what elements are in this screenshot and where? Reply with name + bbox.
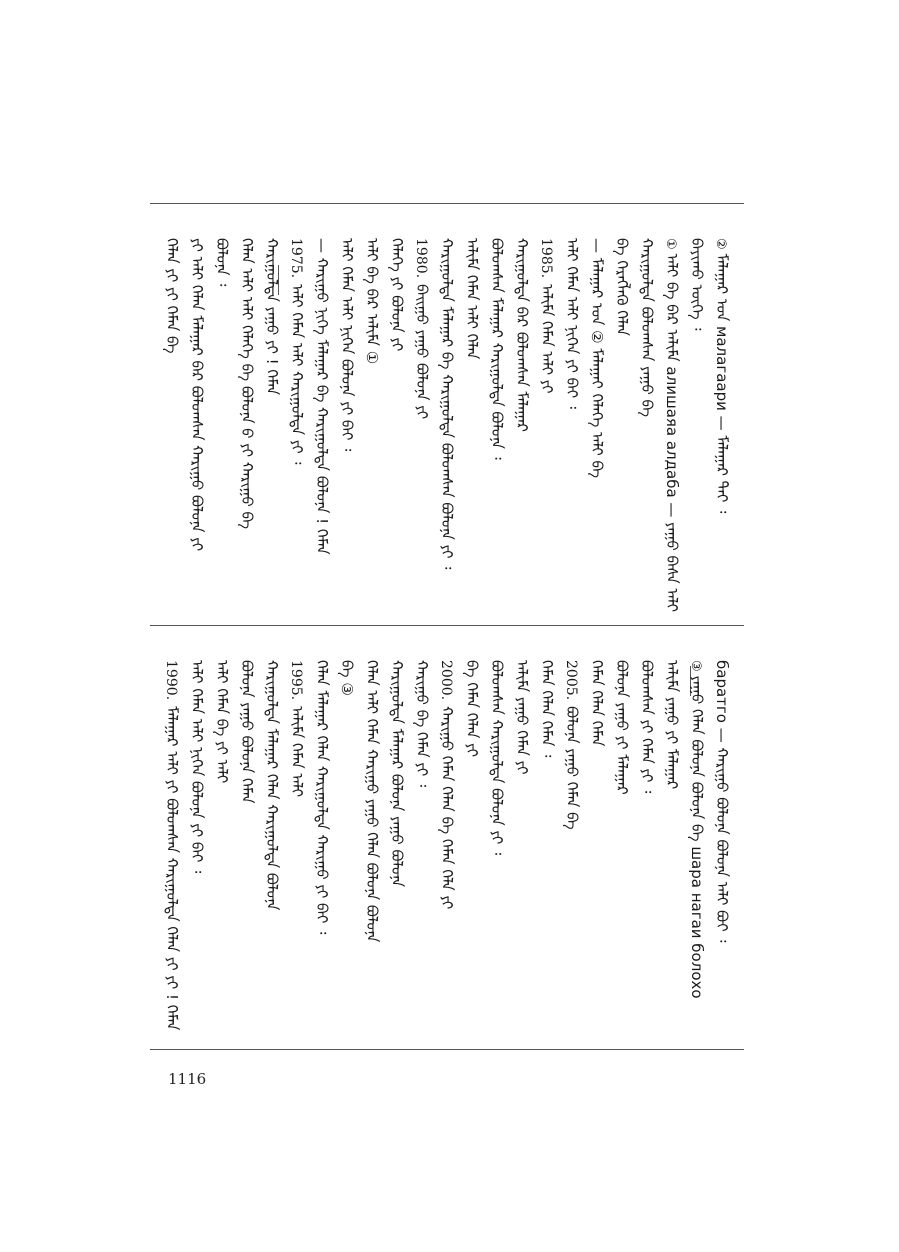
column-text: ᠠᠯᠢ ᠪᠠ ᠪᠡᠷ ᠠᠯᠢᠮᠠ ① [363,238,381,365]
text-column [464,238,480,359]
column-text: ᠮᠠᠯᠠᠭᠠᠷ ᠤᠨ малагаари — ᠮᠠᠯᠠᠭᠠᠷ ᠲᠠᠢ ᠄ [713,253,731,514]
column-text: ᠪᠠ ᠬᠡᠷᠡᠭᠯᠡᠬᠦ ᠬᠡᠯᠡᠨ [613,238,631,336]
column-text: ᠪᠠᠢᠭᠤ ᠶᠠᠭᠤ ᠪᠣᠯᠤᠨᠠ ᠶᠢ [413,284,431,420]
year-label: 1995. [288,660,304,701]
text-column [413,238,430,419]
text-column [214,660,230,783]
column-text: ᠠᠯᠢᠮᠠ ᠬᠡᠮᠡᠨ ᠠᠯᠢ [288,706,306,797]
column-text: ᠶᠢ ᠠᠯᠢ ᠬᠡᠯᠡᠨ ᠮᠠᠯᠠᠭᠠᠷ ᠪᠠᠷ ᠪᠣᠯᠤᠭᠰᠠᠨ ᠬᠠᠷᠢᠭᠤ ᠪᠣᠯᠤᠨᠠ ᠶᠢ [188,238,206,552]
text-column [664,660,680,789]
year-label: 1985. [538,238,554,279]
year-label: 1980. [413,238,429,279]
footnote-marker: ② [713,238,728,250]
text-column [614,238,630,336]
text-column [489,660,505,855]
column-text: ᠪᠣᠯᠤᠨᠠ ᠶᠠᠭᠤ ᠪᠣᠯᠤᠨᠠ ᠬᠡᠮᠡᠨ [238,660,256,804]
text-column [438,660,455,909]
text-column [239,238,255,529]
text-column [514,238,530,432]
column-text: баратго — ᠬᠠᠷᠢᠭᠤ ᠪᠣᠯᠤᠨᠠ ᠪᠣᠯᠤᠨᠠ ᠠᠯᠢ ᠪᠣᠢ ᠄ [713,660,731,943]
column-text: ᠠᠯᠢᠮᠠ ᠶᠠᠭᠤ ᠶᠢ ᠮᠠᠯᠠᠭᠠᠷ [663,660,681,790]
column-text: ᠠᠯᠢ ᠬᠡᠮᠡᠨ ᠠᠯᠢ ᠨᠢᠭᠡᠨ ᠪᠣᠯᠤᠨᠠ ᠶᠢ ᠪᠠᠢ ᠄ [338,238,356,452]
year-label: 2005. [563,660,579,701]
text-column [189,238,205,551]
text-column [389,660,405,887]
text-column [389,238,405,351]
column-text: ᠬᠠᠷᠢᠭᠤᠯᠲᠠ ᠪᠣᠯᠤᠭᠰᠠᠨ ᠶᠠᠭᠤ ᠪᠠ [638,238,656,418]
column-text: ᠮᠠᠯᠠᠭᠠᠷ ᠠᠯᠢ ᠶᠢ ᠪᠣᠯᠤᠭᠰᠠᠨ ᠬᠠᠷᠢᠭᠤᠯᠲᠠ ᠬᠡᠯᠡᠨ ᠶᠢ ᠶᠢ ! ᠬᠡᠮᠡᠨ [163,706,181,1031]
text-column [264,238,280,395]
column-text: ᠶᠠᠭᠤ ᠬᠡᠯᠡᠨ ᠪᠣᠯᠤᠨᠠ ᠪᠣᠯᠤᠨᠠ ᠪᠠ шара нагаи болохо [688,675,706,999]
column-text: ᠬᠡᠯᠡᠭᠡ ᠶᠢ ᠪᠣᠯᠤᠨᠠ ᠶᠢ [388,238,406,352]
year-label: 1975. [288,238,304,279]
column-text: ᠪᠣᠯᠤᠭᠰᠠᠨ ᠶᠢ ᠬᠡᠮᠡᠨ ᠶᠢ ᠄ [638,660,656,794]
text-column [163,660,180,1030]
column-text: ᠬᠡᠮᠡᠨ ᠬᠡᠯᠡᠨ ᠬᠡᠮᠡᠨ ᠄ [538,660,556,758]
text-column [288,238,305,464]
text-column [689,238,705,330]
text-column [714,660,730,942]
column-text: ᠪᠣᠯᠤᠭᠰᠠᠨ ᠮᠠᠯᠠᠭᠠᠷ ᠬᠠᠷᠢᠭᠤᠯᠲᠠ ᠪᠣᠯᠤᠨᠠ ᠄ [488,238,506,460]
text-column [214,238,230,286]
column-text: ᠪᠣᠯᠤᠨᠠ ᠶᠠᠭᠤ ᠬᠡᠮᠡᠨ ᠪᠠ [563,706,581,830]
column-text: ᠬᠡᠯᠡᠨ ᠶᠢ ᠶᠢ ᠬᠡᠮᠡᠨ ᠪᠠ [163,238,181,354]
column-text: ᠠᠯᠢᠮᠠ ᠬᠡᠮᠡᠨ ᠠᠯᠢ ᠬᠡᠯᠡᠨ [463,238,481,360]
text-column [662,238,680,612]
column-text: ᠬᠡᠯᠡᠨ ᠠᠯᠢ ᠠᠯᠢ ᠬᠡᠯᠡᠭᠡ ᠪᠠ ᠪᠣᠯᠤᠨᠠ ᠪ ᠶᠢ ᠬᠠᠷᠢᠭᠤ ᠪᠠ [238,238,256,530]
column-text: ᠬᠡᠮᠡᠨ ᠬᠡᠯᠡᠨ ᠬᠡᠮᠡᠨ [588,660,606,747]
column-text: ᠪᠣᠯᠤᠨᠠ ᠄ [213,238,231,287]
column-text: ᠠᠯᠢ ᠬᠡᠮᠡᠨ ᠠᠯᠢ ᠨᠢᠭᠡᠨ ᠶᠢ ᠪᠠᠢ ᠄ [563,238,581,409]
text-column [364,660,380,942]
column-text: ᠬᠡᠯᠡᠨ ᠮᠠᠯᠠᠭᠠᠷ ᠬᠡᠯᠡᠨ ᠬᠠᠷᠢᠭᠤᠯᠲᠠ ᠬᠠᠷᠢᠭᠤ ᠶᠢ ᠪᠠᠢ ᠄ [313,660,331,935]
text-column [189,660,205,873]
text-column [464,660,480,757]
text-column [339,238,355,451]
text-column [639,238,655,417]
text-column [712,238,730,513]
column-text: ᠠᠯᠢᠮᠠ ᠬᠡᠮᠡᠨ ᠠᠯᠢ ᠶᠢ [538,284,556,394]
footnote-marker: ③ [688,660,703,672]
column-text: — ᠮᠠᠯᠠᠭᠠᠷ ᠤᠨ ② ᠮᠠᠯᠠᠭᠠᠢ ᠬᠡᠯᠡᠭᠡ ᠠᠯᠢ ᠪᠠ [588,238,606,479]
text-column [414,660,430,787]
year-label: 2000. [438,660,454,701]
text-column [164,238,180,354]
column-text: ᠬᠠᠷᠢᠭᠤᠯᠲᠠ ᠮᠠᠯᠠᠭᠠᠷ ᠪᠣᠯᠤᠨᠠ ᠶᠠᠭᠤ ᠪᠣᠯᠤᠨᠠ [388,660,406,888]
text-column [589,660,605,746]
page-number: 1116 [168,1070,207,1088]
text-column [514,660,530,775]
column-text: ᠬᠠᠷᠢᠭᠤ ᠬᠡᠮᠡᠨ ᠬᠡᠯᠡᠨ ᠪᠠ ᠬᠡᠮᠡᠨ ᠬᠡᠯᠡ ᠶᠢ [438,706,456,910]
text-column [614,660,630,795]
text-column [264,660,280,910]
bottom-rule [150,1049,744,1050]
text-column [439,238,455,569]
footnote-marker: ① [663,238,678,250]
column-text: ᠠᠯᠢᠮᠠ ᠶᠠᠭᠤ ᠬᠡᠮᠡᠨ ᠶᠢ [513,660,531,775]
text-column [364,238,380,364]
column-text: ᠬᠠᠷᠢᠭᠤᠯᠲᠠ ᠶᠠᠭᠤ ᠶᠢ ! ᠬᠡᠮᠡᠨ [263,238,281,396]
text-column [339,660,355,696]
column-text: ᠬᠠᠷᠢᠭᠤᠯᠲᠠ ᠪᠠᠷ ᠪᠣᠯᠤᠭᠰᠠᠨ ᠮᠠᠯᠠᠭᠠᠷ [513,238,531,432]
text-column [589,238,605,478]
text-column [687,660,705,999]
column-text: ᠪᠠᠶᠢᠬᠤ ᠦᠭᠡ ᠄ [688,238,706,331]
column-text: ᠪᠣᠯᠤᠨᠠ ᠶᠠᠭᠤ ᠶᠢ ᠮᠠᠯᠠᠭᠠᠷ [613,660,631,795]
text-column [539,660,555,757]
column-text: ᠪᠣᠯᠤᠭᠰᠠᠨ ᠬᠠᠷᠢᠭᠤᠯᠲᠠ ᠪᠣᠯᠤᠨᠠ ᠶᠢ ᠄ [488,660,506,856]
text-column [314,660,330,934]
text-column [639,660,655,793]
column-text: ᠬᠠᠷᠢᠭᠤ ᠪᠠ ᠬᠡᠮᠡᠨ ᠶᠢ ᠄ [413,660,431,788]
column-text: ᠠᠯᠢ ᠬᠡᠮᠡᠨ ᠠᠯᠢ ᠨᠢᠭᠡᠨ ᠪᠣᠯᠤᠨᠠ ᠶᠢ ᠪᠠᠢ ᠄ [188,660,206,874]
column-text: ᠬᠡᠯᠡᠨ ᠠᠯᠢ ᠬᠡᠮᠡᠨ ᠬᠠᠷᠢᠭᠤ ᠶᠠᠭᠤ ᠬᠡᠯᠡᠨ ᠪᠣᠯᠤᠨᠠ ᠪᠣᠯᠤᠨᠠ [363,660,381,943]
column-text: ᠪᠠ ③ [338,660,356,696]
column-text: ᠠᠯᠢ ᠪᠠ ᠪᠡᠷ ᠠᠯᠢᠮᠠ алишаяа алдаба — ᠶᠠᠭᠤ ᠪᠠᠰᠠ ᠠᠯᠢ [663,253,681,612]
column-text: — ᠬᠠᠷᠢᠭᠤ ᠨᠢᠭᠡ ᠮᠠᠯᠠᠭᠠᠷ ᠪᠠ ᠬᠠᠷᠢᠭᠤᠯᠲᠠ ᠪᠣᠯᠤᠨᠠ ! ᠬᠡᠮᠡᠨ [313,238,331,555]
text-column [239,660,255,804]
text-column [564,238,580,409]
column-text: ᠪᠠ ᠬᠡᠮᠡᠨ ᠬᠡᠯᠡᠨ ᠶᠢ [463,660,481,757]
text-column [563,660,580,830]
column-text: ᠠᠯᠢ ᠬᠡᠮᠡᠨ ᠪᠠ ᠶᠢ ᠠᠯᠢ [213,660,231,784]
text-column [489,238,505,460]
column-text: ᠬᠠᠷᠢᠭᠤᠯᠲᠠ ᠮᠠᠯᠠᠭᠠᠷ ᠪᠠ ᠬᠠᠷᠢᠭᠤᠯᠲᠠ ᠪᠣᠯᠤᠭᠰᠠᠨ ᠪᠣᠯᠤᠨᠠ ᠶᠢ ᠄ [438,238,456,570]
top-rule [150,203,744,204]
column-text: ᠬᠠᠷᠢᠭᠤᠯᠲᠠ ᠮᠠᠯᠠᠭᠠᠷ ᠬᠡᠯᠡᠨ ᠬᠠᠷᠢᠭᠤᠯᠲᠠ ᠪᠣᠯᠤᠨᠠ [263,660,281,911]
year-label: 1990. [163,660,179,701]
text-column [314,238,330,555]
text-column [538,238,555,394]
text-column [288,660,305,797]
column-text: ᠠᠯᠢ ᠬᠡᠮᠡᠨ ᠠᠯᠢ ᠬᠠᠷᠢᠭᠤᠯᠲᠠ ᠶᠢ ᠄ [288,284,306,465]
middle-rule [150,625,744,626]
